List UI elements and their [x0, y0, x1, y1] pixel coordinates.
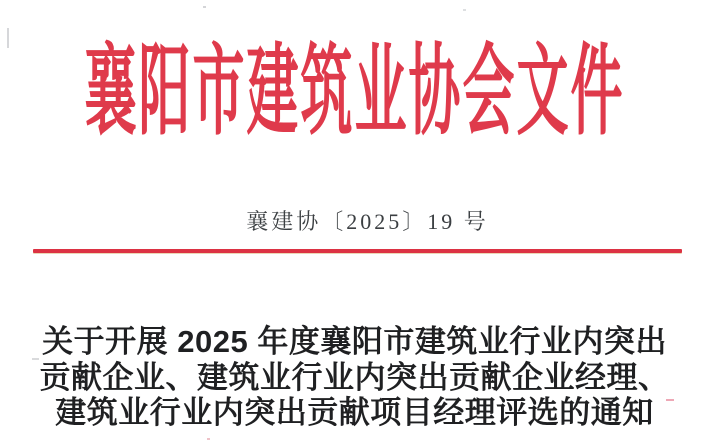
scan-artifact: [32, 358, 39, 360]
document-number: 襄建协〔2025〕19 号: [246, 209, 489, 234]
notice-title-line-2: 贡献企业、建筑业行业内突出贡献企业经理、: [39, 359, 670, 395]
notice-title-line-1: 关于开展 2025 年度襄阳市建筑业行业内突出: [42, 324, 667, 359]
notice-title-line-3: 建筑业行业内突出贡献项目经理评选的通知: [55, 395, 654, 430]
scan-artifact: [463, 9, 466, 11]
scan-artifact: [7, 28, 9, 48]
notice-title: [0, 324, 709, 431]
red-divider-line: [33, 249, 682, 253]
scan-artifact: [203, 6, 206, 8]
scan-artifact: [666, 399, 674, 401]
document-header-title: 襄阳市建筑业协会文件: [84, 39, 625, 148]
scan-artifact: [207, 438, 210, 440]
